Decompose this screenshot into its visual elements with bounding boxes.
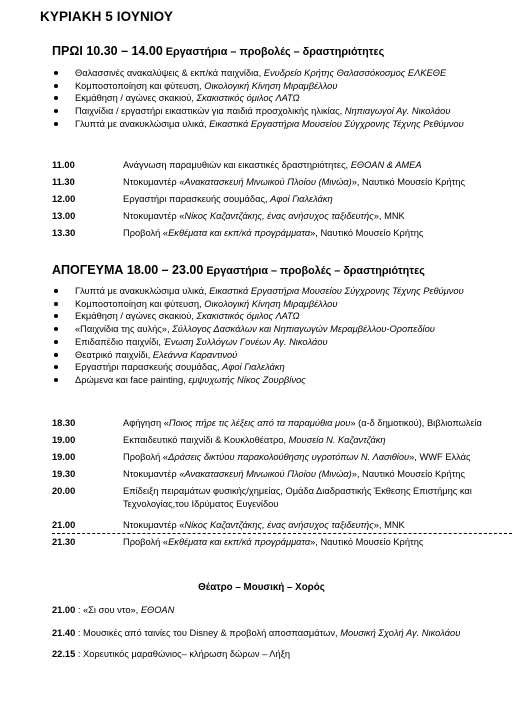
bullet-icon <box>54 109 58 113</box>
section-divider <box>52 533 512 534</box>
bullet-icon <box>54 314 58 318</box>
afternoon-heading-time: ΑΠΟΓΕΥΜΑ 18.00 – 23.00 <box>52 263 204 277</box>
evening-event: 21.00 : «Σι σου ντο», ΕΘΟΑΝ <box>52 605 175 615</box>
schedule-row: 13.00 Ντοκυμαντέρ «Νίκος Καζαντζάκης, ένας ανήσυχος ταξιδευτής», ΜΝΚ <box>52 211 405 221</box>
morning-activity-list <box>40 67 510 131</box>
schedule-row: 21.30 Προβολή «Εκθέματα και εκπ/κά προγράμματα», Ναυτικό Μουσείο Κρήτης <box>52 537 424 547</box>
bullet-icon <box>54 122 58 126</box>
schedule-row: 19.00 Προβολή «Δράσεις δικτύου παρακολούθησης υγροτόπων Ν. Λασιθίου», WWF Ελλάς <box>52 452 471 462</box>
schedule-row: 20.00 Επίδειξη πειραμάτων φυσικής/χημείας, Ομάδα Διαδραστικής Έκθεσης Επιστήμης και Τεχνολογίας,του Ιδρύματος Ευγενίδου <box>52 486 472 509</box>
list-item: Παιχνίδια / εργαστήρι εικαστικών για παιδιά προσχολικής ηλικίας, Νηπιαγωγοί Αγ. Νικολάου <box>40 105 510 118</box>
morning-heading-label: Εργαστήρια – προβολές – δραστηριότητες <box>162 46 385 58</box>
afternoon-activity-list <box>40 285 510 387</box>
list-item: Κομποστοποίηση και φύτευση, Οικολογική Κίνηση Μιραμβέλλου <box>40 80 510 93</box>
evening-event: 21.40 : Μουσικές από ταινίες του Disney & προβολή αποσπασμάτων, Μουσική Σχολή Αγ. Νικολάου <box>52 628 461 638</box>
bullet-icon <box>54 71 58 75</box>
bullet-icon <box>54 340 58 344</box>
list-item: Εκμάθηση / αγώνες σκακιού, Σκακιστικός όμιλος ΛΑΤΩ <box>40 92 510 105</box>
list-item: Θεατρικό παιχνίδι, Ελεάννα Καραντινού <box>40 349 510 362</box>
list-item: Δρώμενα και face painting, εμψυχωτής Νίκος Ζουρβίνος <box>40 374 510 387</box>
list-item: Εργαστήρι παρασκευής σουμάδας, Αφοί Γιαλελάκη <box>40 361 510 374</box>
evening-heading: Θέατρο – Μουσική – Χορός <box>198 582 325 593</box>
bullet-icon <box>54 96 58 100</box>
list-item: Κομποστοποίηση και φύτευση, Οικολογική Κίνηση Μιραμβέλλου <box>40 298 510 311</box>
bullet-icon <box>54 378 58 382</box>
afternoon-heading <box>52 263 425 277</box>
list-item: Επιδαπέδιο παιχνίδι, Ένωση Συλλόγων Γονέων Αγ. Νικολάου <box>40 336 510 349</box>
schedule-row: 21.00 Ντοκυμαντέρ «Νίκος Καζαντζάκης, ένας ανήσυχος ταξιδευτής», ΜΝΚ <box>52 520 405 530</box>
schedule-row: 12.00 Εργαστήρι παρασκευής σουμάδας, Αφοί Γιαλελάκη <box>52 194 333 204</box>
schedule-row: 18.30 Αφήγηση «Ποιος πήρε τις λέξεις από τα παραμύθια μου» (α-δ δημοτικού), Βιβλιοπωλεία <box>52 418 482 428</box>
list-item: Γλυπτά με ανακυκλώσιμα υλικά, Εικαστικά Εργαστήρια Μουσείου Σύγχρονης Τέχνης Ρεθύμνου <box>40 285 510 298</box>
evening-event: 22.15 : Χορευτικός μαραθώνιος– κλήρωση δώρων – Λήξη <box>52 649 291 659</box>
bullet-icon <box>54 289 58 293</box>
schedule-row: 13.30 Προβολή «Εκθέματα και εκπ/κά προγράμματα», Ναυτικό Μουσείο Κρήτης <box>52 228 424 238</box>
bullet-icon <box>54 327 58 331</box>
list-item: «Παιχνίδια της αυλής», Σύλλογος Δασκάλων και Νηπιαγωγών Μεραμβέλλου-Οροπεδίου <box>40 323 510 336</box>
morning-heading-time: ΠΡΩΙ 10.30 – 14.00 <box>52 44 163 58</box>
schedule-row: 11.00 Ανάγνωση παραμυθιών και εικαστικές δραστηριότητες, ΕΘΟΑΝ & ΑΜΕΑ <box>52 160 422 170</box>
list-item: Θαλασσινές ανακαλύψεις & εκπ/κά παιχνίδια, Ενυδρείο Κρήτης Θαλασσόκοσμος ΕΛΚΕΘΕ <box>40 67 510 80</box>
schedule-row: 19.30 Ντοκυμαντέρ «Ανακατασκευή Μινωικού Πλοίου (Μινώα)», Ναυτικό Μουσείο Κρήτης <box>52 469 465 479</box>
bullet-icon <box>54 365 58 369</box>
bullet-icon <box>54 353 58 357</box>
day-title: ΚΥΡΙΑΚΗ 5 ΙΟΥΝΙΟΥ <box>40 9 173 24</box>
schedule-row: 19.00 Εκπαιδευτικό παιχνίδι & Κουκλοθέατρο, Μουσείο Ν. Καζαντζάκη <box>52 435 386 445</box>
morning-heading <box>52 44 384 58</box>
morning-schedule <box>52 159 512 244</box>
list-item: Εκμάθηση / αγώνες σκακιού, Σκακιστικός όμιλος ΛΑΤΩ <box>40 310 510 323</box>
bullet-icon <box>54 302 58 306</box>
list-item: Γλυπτά με ανακυκλώσιμα υλικά, Εικαστικά Εργαστήρια Μουσείου Σύγχρονης Τέχνης Ρεθύμνου <box>40 118 510 131</box>
schedule-row: 11.30 Ντοκυμαντέρ «Ανακατασκευή Μινωικού Πλοίου (Μινώα)», Ναυτικό Μουσείο Κρήτης <box>52 177 465 187</box>
afternoon-heading-label: Εργαστήρια – προβολές – δραστηριότητες <box>203 265 425 277</box>
bullet-icon <box>54 84 58 88</box>
